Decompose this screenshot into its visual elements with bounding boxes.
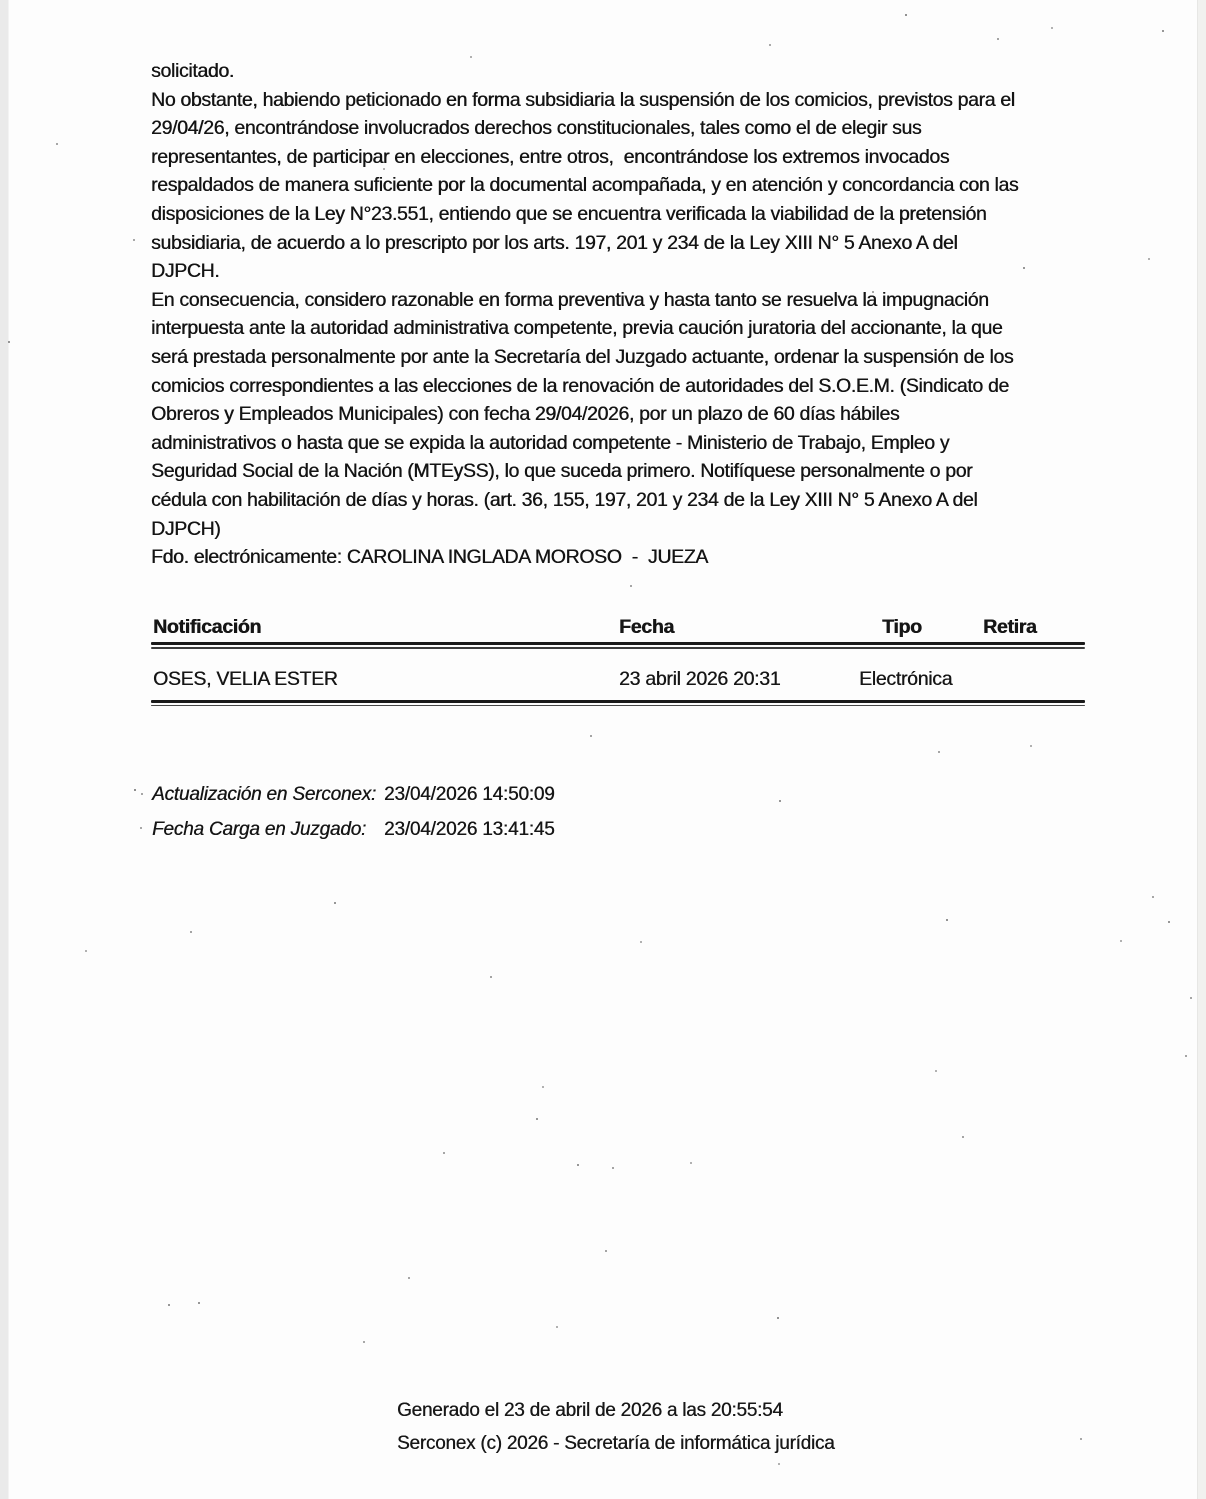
body-line: subsidiaria, de acuerdo a lo prescripto por los arts. 197, 201 y 234 de la Ley XIII N° 5 Anexo A del bbox=[151, 231, 958, 254]
cell-tipo: Electrónica bbox=[859, 668, 953, 690]
body-line: DJPCH. bbox=[151, 260, 220, 283]
column-header-retira: Retira bbox=[983, 616, 1037, 638]
body-line: 29/04/26, encontrándose involucrados derechos constitucionales, tales como el de elegir sus bbox=[151, 117, 922, 140]
resolution-body-text bbox=[151, 57, 1081, 572]
page-footer bbox=[397, 1394, 834, 1460]
column-header-fecha: Fecha bbox=[619, 616, 674, 638]
scan-edge-right bbox=[1197, 0, 1206, 1499]
scan-edge-left bbox=[0, 0, 9, 1499]
court-load-row bbox=[152, 819, 555, 841]
body-line: solicitado. bbox=[151, 60, 234, 82]
body-line: representantes, de participar en elecciones, entre otros, encontrándose los extremos invocados bbox=[151, 145, 950, 168]
table-bottom-rule bbox=[151, 700, 1085, 703]
column-header-notificacion: Notificación bbox=[153, 616, 261, 638]
cell-notificacion: OSES, VELIA ESTER bbox=[153, 668, 338, 690]
cell-fecha: 23 abril 2026 20:31 bbox=[619, 668, 781, 690]
serconex-update-label: Actualización en Serconex: bbox=[152, 784, 376, 805]
column-header-tipo: Tipo bbox=[882, 616, 922, 638]
court-load-timestamp: 23/04/2026 13:41:45 bbox=[384, 819, 555, 840]
body-line: DJPCH) bbox=[151, 517, 221, 540]
copyright-line: Serconex (c) 2026 - Secretaría de informática jurídica bbox=[397, 1433, 835, 1454]
body-line: disposiciones de la Ley N°23.551, entiendo que se encuentra verificada la viabilidad de la pretensión bbox=[151, 202, 987, 225]
notifications-table bbox=[151, 612, 1085, 714]
table-bottom-rule-thin bbox=[151, 705, 1085, 706]
generated-timestamp-line: Generado el 23 de abril de 2026 a las 20:55:54 bbox=[397, 1400, 783, 1421]
serconex-update-row bbox=[152, 784, 555, 806]
body-line: No obstante, habiendo peticionado en forma subsidiaria la suspensión de los comicios, previstos para el bbox=[151, 88, 1015, 111]
body-line: administrativos o hasta que se expida la autoridad competente - Ministerio de Trabajo, Empleo y bbox=[151, 431, 950, 454]
body-line: comicios correspondientes a las elecciones de la renovación de autoridades del S.O.E.M. (Sindicato de bbox=[151, 374, 1009, 397]
body-line: Obreros y Empleados Municipales) con fecha 29/04/2026, por un plazo de 60 días hábiles bbox=[151, 403, 900, 426]
body-line: interpuesta ante la autoridad administrativa competente, previa caución juratoria del accionante, la que bbox=[151, 317, 1003, 340]
signature-line: Fdo. electrónicamente: CAROLINA INGLADA MOROSO - JUEZA bbox=[151, 546, 708, 569]
table-header-rule-thin bbox=[151, 647, 1085, 649]
court-load-label: Fecha Carga en Juzgado: bbox=[152, 819, 367, 840]
body-line: respaldados de manera suficiente por la documental acompañada, y en atención y concordancia con las bbox=[151, 174, 1019, 197]
body-line: será prestada personalmente por ante la Secretaría del Juzgado actuante, ordenar la suspensión de los bbox=[151, 345, 1014, 368]
body-line: Seguridad Social de la Nación (MTEySS), lo que suceda primero. Notifíquese personalmente o por bbox=[151, 460, 973, 483]
body-line: En consecuencia, considero razonable en forma preventiva y hasta tanto se resuelva la impugnación bbox=[151, 288, 989, 311]
body-line: cédula con habilitación de días y horas. (art. 36, 155, 197, 201 y 234 de la Ley XIII N° 5 Anexo A del bbox=[151, 488, 978, 511]
table-header-rule bbox=[151, 642, 1085, 645]
serconex-update-timestamp: 23/04/2026 14:50:09 bbox=[384, 784, 555, 805]
